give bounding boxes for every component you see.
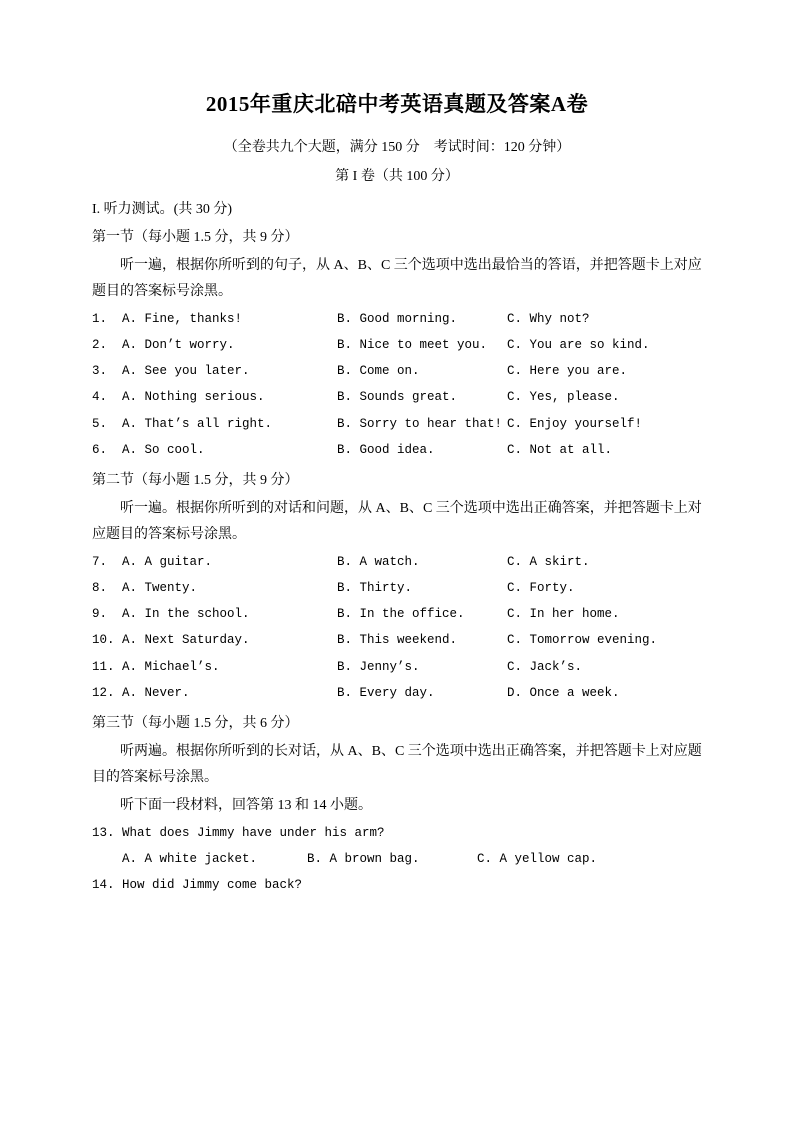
option-a: A. Michael’s. (122, 659, 220, 674)
option-b: B. A watch. (337, 554, 420, 569)
subsection-2-instruction: 听一遍。根据你所听到的对话和问题，从 A、B、C 三个选项中选出正确答案，并把答题卡上对应题目的答案标号涂黑。 (92, 500, 702, 542)
question-number: 14. (92, 878, 115, 893)
option-b: B. Thirty. (337, 580, 413, 595)
table-row (92, 442, 702, 458)
option-a: A. A white jacket. (122, 852, 258, 867)
question-number: 11. (92, 659, 115, 674)
table-row (92, 606, 702, 622)
option-c: C. A yellow cap. (477, 852, 598, 867)
option-b: B. Good morning. (337, 311, 458, 326)
option-c: C. Not at all. (507, 442, 613, 457)
question-number: 10. (92, 633, 115, 648)
option-a: A. In the school. (122, 607, 250, 622)
question-number: 3. (92, 364, 108, 379)
option-c: C. In her home. (507, 607, 620, 622)
option-a: A. Don’t worry. (122, 337, 235, 352)
question-list-part3 (92, 825, 702, 894)
table-row (92, 416, 702, 432)
question-list-part2 (92, 554, 702, 702)
subsection-1-instruction: 听一遍，根据你所听到的句子，从 A、B、C 三个选项中选出最恰当的答语，并把答题卡上对应题目的答案标号涂黑。 (92, 257, 702, 299)
page-title: 2015年重庆北碚中考英语真题及答案A卷 (205, 92, 589, 116)
section-listening-heading: I. 听力测试。(共 30 分) (92, 202, 232, 217)
subsection-2-heading: 第二节（每小题 1.5 分，共 9 分） (92, 473, 299, 489)
table-row (92, 632, 702, 648)
question-text: How did Jimmy come back? (122, 878, 303, 893)
option-c: D. Once a week. (507, 685, 620, 700)
option-a: A. Nothing serious. (122, 390, 265, 405)
part-header: 第 I 卷（共 100 分） (335, 169, 459, 184)
option-b: B. In the office. (337, 607, 465, 622)
table-row (92, 337, 702, 353)
question-number: 2. (92, 337, 108, 352)
option-c: C. Here you are. (507, 364, 628, 379)
option-a: A. A guitar. (122, 554, 213, 569)
option-c: C. Why not? (507, 311, 590, 326)
question-number: 12. (92, 685, 115, 700)
option-b: B. Every day. (337, 685, 435, 700)
table-row (92, 851, 702, 867)
option-c: C. You are so kind. (507, 337, 650, 352)
option-c: C. Enjoy yourself! (507, 416, 643, 431)
option-b: B. Jenny’s. (337, 659, 420, 674)
option-b: B. A brown bag. (307, 852, 420, 867)
table-row (92, 311, 702, 327)
subsection-3-heading: 第三节（每小题 1.5 分，共 6 分） (92, 716, 299, 732)
option-b: B. Come on. (337, 364, 420, 379)
question-list-part1 (92, 311, 702, 459)
question-text: What does Jimmy have under his arm? (122, 825, 385, 840)
option-a: A. That’s all right. (122, 416, 273, 431)
option-a: A. Fine, thanks! (122, 311, 243, 326)
table-row (92, 554, 702, 570)
question-number: 7. (92, 554, 108, 569)
option-a: A. See you later. (122, 364, 250, 379)
exam-subtitle: （全卷共九个大题，满分 150 分 考试时间：120 分钟） (223, 140, 571, 155)
option-c: C. A skirt. (507, 554, 590, 569)
option-a: A. Twenty. (122, 580, 198, 595)
question-number: 6. (92, 442, 108, 457)
option-b: B. Nice to meet you. (337, 337, 488, 352)
option-a: A. So cool. (122, 442, 205, 457)
question-number: 5. (92, 416, 108, 431)
question-number: 4. (92, 390, 108, 405)
option-c: C. Forty. (507, 580, 575, 595)
option-a: A. Never. (122, 685, 190, 700)
table-row (92, 659, 702, 675)
subsection-1-heading: 第一节（每小题 1.5 分，共 9 分） (92, 229, 299, 245)
option-c: C. Tomorrow evening. (507, 633, 658, 648)
question-stem-13 (92, 825, 702, 841)
question-number: 13. (92, 825, 115, 840)
material-note: 听下面一段材料，回答第 13 和 14 小题。 (120, 797, 372, 813)
question-stem-14 (92, 877, 702, 893)
option-b: B. Sorry to hear that! (337, 416, 503, 431)
option-b: B. This weekend. (337, 633, 458, 648)
table-row (92, 580, 702, 596)
table-row (92, 363, 702, 379)
question-number: 9. (92, 607, 108, 622)
option-a: A. Next Saturday. (122, 633, 250, 648)
option-c: C. Yes, please. (507, 390, 620, 405)
table-row (92, 685, 702, 701)
option-b: B. Good idea. (337, 442, 435, 457)
question-number: 8. (92, 580, 108, 595)
subsection-3-instruction: 听两遍。根据你所听到的长对话，从 A、B、C 三个选项中选出正确答案，并把答题卡上对应题目的答案标号涂黑。 (92, 744, 702, 786)
option-b: B. Sounds great. (337, 390, 458, 405)
option-c: C. Jack’s. (507, 659, 583, 674)
table-row (92, 389, 702, 405)
question-number: 1. (92, 311, 108, 326)
